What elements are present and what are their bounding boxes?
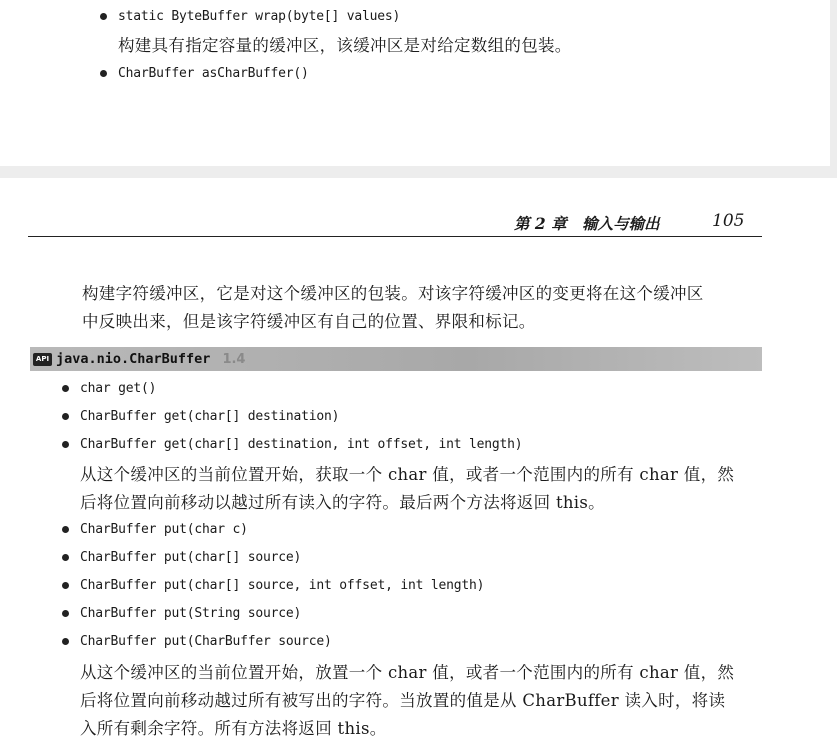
method-signature: static ByteBuffer wrap(byte[] values) xyxy=(118,9,401,24)
api-header-bar xyxy=(30,347,762,371)
bullet-icon xyxy=(62,413,69,420)
api-class-name: java.nio.CharBuffer xyxy=(56,351,211,367)
method-item xyxy=(62,550,301,565)
method-item xyxy=(62,522,248,537)
method-signature: CharBuffer put(String source) xyxy=(80,606,302,621)
bullet-icon xyxy=(62,610,69,617)
method-signature: CharBuffer get(char[] destination) xyxy=(80,409,340,424)
bullet-icon xyxy=(100,13,107,20)
method-item xyxy=(62,381,156,396)
method-signature: CharBuffer put(char[] source) xyxy=(80,550,302,565)
method-item xyxy=(62,437,522,452)
method-description: 从这个缓冲区的当前位置开始，放置一个 char 值，或者一个范围内的所有 char 值，然 xyxy=(80,663,735,682)
method-signature: CharBuffer put(char[] source, int offset, int length) xyxy=(80,578,485,593)
bullet-icon xyxy=(62,638,69,645)
bullet-icon xyxy=(100,70,107,77)
method-item xyxy=(62,634,332,649)
intro-line-1: 构建字符缓冲区，它是对这个缓冲区的包装。对该字符缓冲区的变更将在这个缓冲区 xyxy=(82,284,704,303)
method-item xyxy=(62,606,301,621)
intro-line-2: 中反映出来，但是该字符缓冲区有自己的位置、界限和标记。 xyxy=(82,312,536,331)
bullet-icon xyxy=(62,554,69,561)
previous-page-fragment xyxy=(0,0,830,166)
bullet-icon xyxy=(62,441,69,448)
method-description: 后将位置向前移动越过所有被写出的字符。当放置的值是从 CharBuffer 读入时，将读 xyxy=(80,691,726,710)
method-description: 后将位置向前移动以越过所有读入的字符。最后两个方法将返回 this。 xyxy=(80,493,605,512)
method-description: 从这个缓冲区的当前位置开始，获取一个 char 值，或者一个范围内的所有 char 值，然 xyxy=(80,465,735,484)
page-number: 105 xyxy=(712,211,745,231)
method-signature: CharBuffer get(char[] destination, int offset, int length) xyxy=(80,437,523,452)
method-item xyxy=(100,66,309,81)
chapter-heading: 第 2 章 输入与输出 xyxy=(514,214,660,233)
method-item xyxy=(100,9,400,24)
header-rule xyxy=(28,236,762,237)
bullet-icon xyxy=(62,385,69,392)
method-item xyxy=(62,409,339,424)
method-description: 构建具有指定容量的缓冲区，该缓冲区是对给定数组的包装。 xyxy=(118,36,572,55)
method-signature: CharBuffer put(char c) xyxy=(80,522,248,537)
method-signature: CharBuffer asCharBuffer() xyxy=(118,66,309,81)
api-icon: API xyxy=(33,353,52,366)
method-signature: char get() xyxy=(80,381,157,396)
method-signature: CharBuffer put(CharBuffer source) xyxy=(80,634,332,649)
method-item xyxy=(62,578,484,593)
bullet-icon xyxy=(62,526,69,533)
bullet-icon xyxy=(62,582,69,589)
api-version: 1.4 xyxy=(222,351,246,367)
method-description: 入所有剩余字符。所有方法将返回 this。 xyxy=(80,719,387,738)
